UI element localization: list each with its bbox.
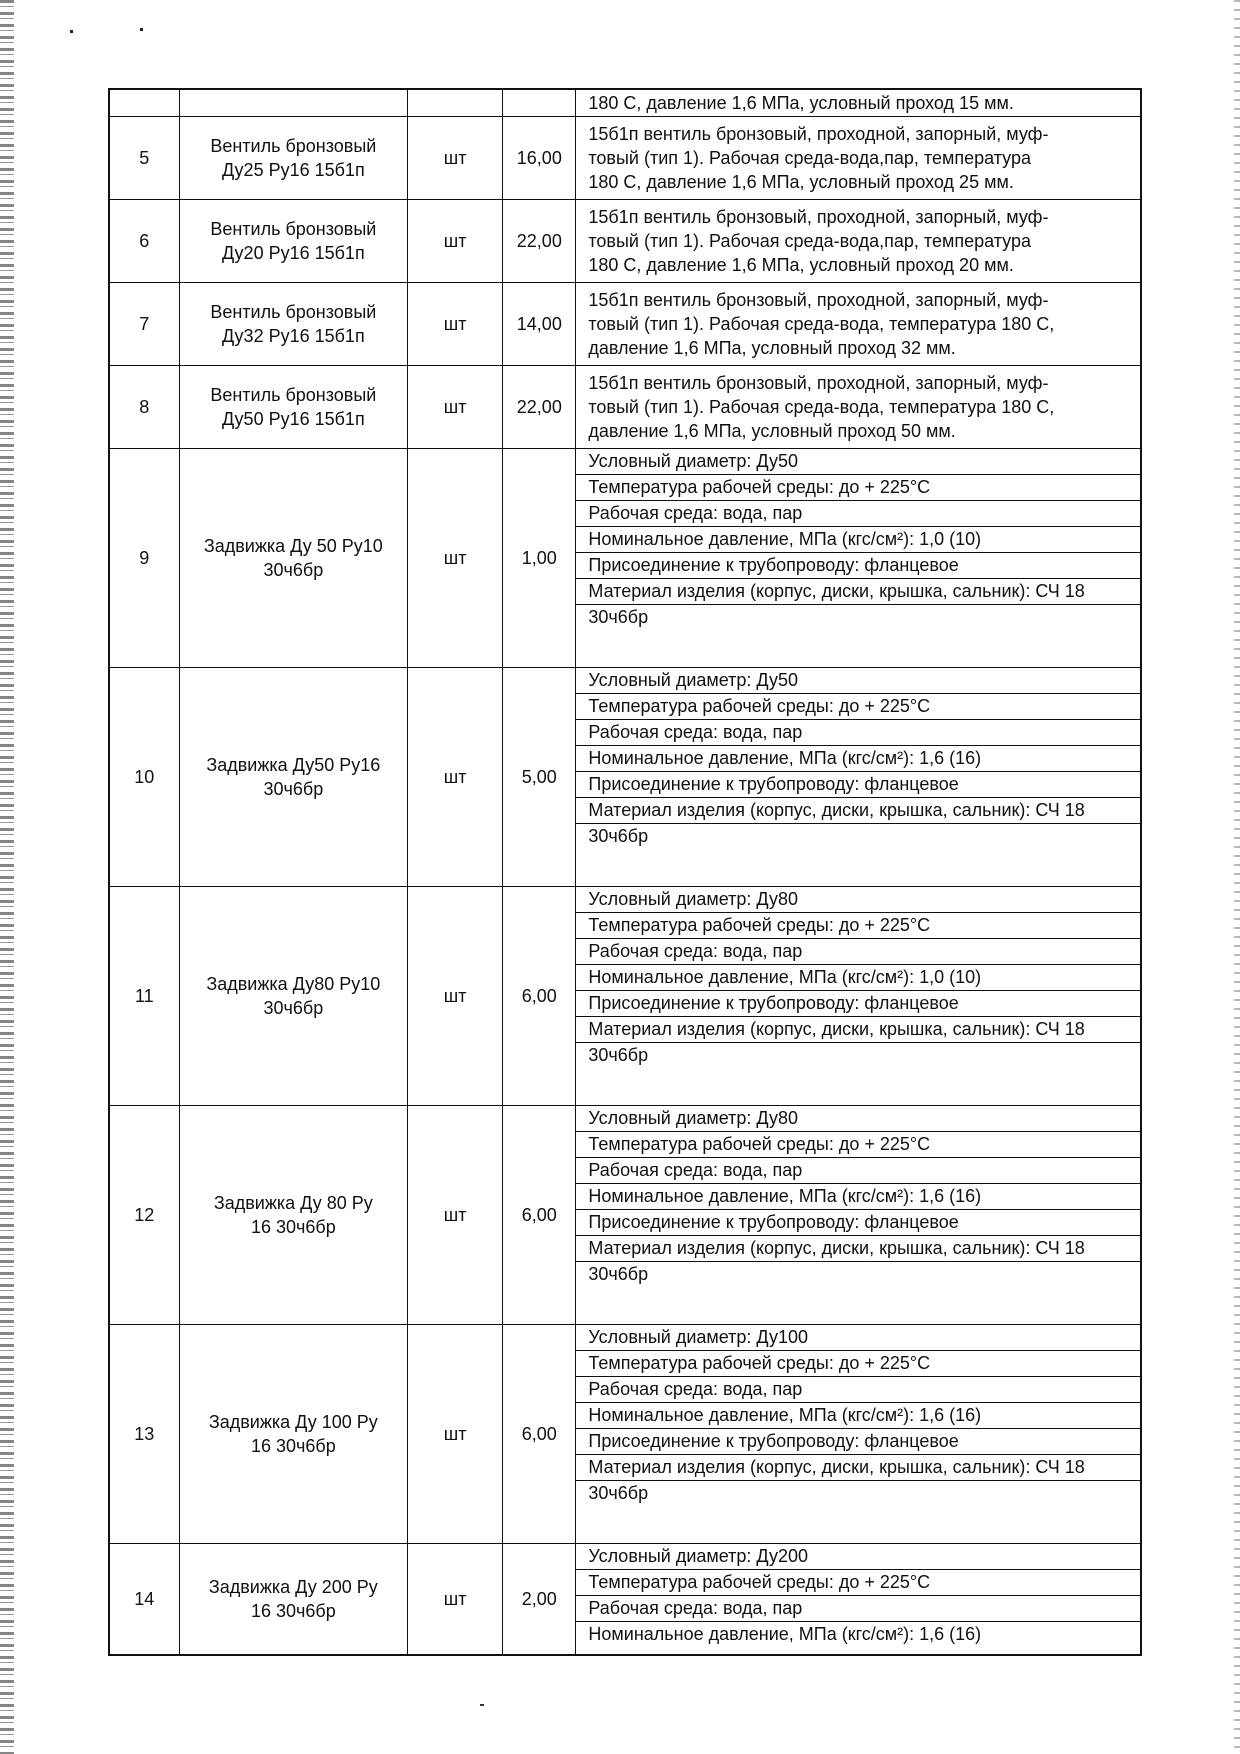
table-row-continuation: [109, 89, 1141, 117]
scan-edge-left: [0, 0, 14, 1754]
unit-label: шт: [443, 548, 467, 568]
row-number-cell: [109, 366, 179, 449]
specification-item: 30ч6бр: [588, 1264, 649, 1284]
item-name-line: 16 30ч6бр: [250, 1601, 336, 1621]
description-line: давление 1,6 МПа, условный проход 50 мм.: [588, 421, 956, 441]
description-text: [576, 286, 1140, 362]
specification-item: Присоединение к трубопроводу: фланцевое: [576, 553, 1140, 579]
specification-item: Температура рабочей среды: до + 225°С: [576, 1351, 1140, 1377]
quantity-value: 14,00: [516, 314, 562, 334]
specification-item: Температура рабочей среды: до + 225°С: [576, 1570, 1140, 1596]
description-line: 15б1п вентиль бронзовый, проходной, запорный, муф-: [588, 207, 1049, 227]
table-row: [109, 668, 1141, 887]
row-number-cell: [109, 668, 179, 887]
specification-item: Условный диаметр: Ду50: [576, 449, 1140, 475]
row-number: 6: [139, 231, 150, 251]
quantity-value: 6,00: [521, 1205, 557, 1225]
unit-label: шт: [443, 986, 467, 1006]
unit-label: шт: [443, 1589, 467, 1609]
specification-item: Материал изделия (корпус, диски, крышка, сальник): СЧ 18: [576, 798, 1140, 824]
specification-cell: [576, 1325, 1141, 1544]
quantity-cell: [503, 449, 576, 668]
item-name-cell: [179, 668, 407, 887]
specification-item: Номинальное давление, МПа (кгс/см²): 1,0 (10): [576, 965, 1140, 991]
description-line: товый (тип 1). Рабочая среда-вода,пар, температура: [588, 148, 1031, 168]
unit-cell: [408, 89, 503, 117]
quantity-cell: [503, 89, 576, 117]
table-row: [109, 200, 1141, 283]
scan-speck: [480, 1704, 484, 1706]
unit-cell: [408, 449, 503, 668]
specification-item: Присоединение к трубопроводу: фланцевое: [576, 1210, 1140, 1236]
specification-item: Номинальное давление, МПа (кгс/см²): 1,6 (16): [588, 1624, 982, 1644]
specification-item: Рабочая среда: вода, пар: [576, 1377, 1140, 1403]
specification-item: 30ч6бр: [588, 607, 649, 627]
table-row: [109, 283, 1141, 366]
description-cell: [576, 366, 1141, 449]
specification-item: Условный диаметр: Ду200: [576, 1544, 1140, 1570]
item-name-line: 30ч6бр: [263, 560, 324, 580]
row-number: 11: [134, 986, 154, 1006]
quantity-value: 6,00: [521, 986, 557, 1006]
table-row: [109, 1106, 1141, 1325]
description-line: 180 С, давление 1,6 МПа, условный проход 25 мм.: [588, 172, 1014, 192]
item-name-line: Вентиль бронзовый: [210, 136, 377, 156]
item-name-cell: [179, 89, 407, 117]
item-name-line: Ду50 Ру16 15б1п: [221, 409, 365, 429]
specification-item: Температура рабочей среды: до + 225°С: [576, 1132, 1140, 1158]
specification-item: Температура рабочей среды: до + 225°С: [576, 694, 1140, 720]
item-name-line: Задвижка Ду 50 Ру10: [203, 536, 383, 556]
quantity-value: 6,00: [521, 1424, 557, 1444]
description-cell: [576, 283, 1141, 366]
unit-label: шт: [443, 231, 467, 251]
quantity-cell: [503, 1325, 576, 1544]
description-text: [576, 369, 1140, 445]
item-name-cell: [179, 1544, 407, 1656]
item-name-line: 30ч6бр: [263, 779, 324, 799]
row-number: 9: [139, 548, 150, 568]
description-line: 15б1п вентиль бронзовый, проходной, запорный, муф-: [588, 124, 1049, 144]
scan-speck: [140, 28, 143, 31]
item-name-line: Задвижка Ду 200 Ру: [208, 1577, 378, 1597]
quantity-value: 22,00: [516, 231, 562, 251]
item-name-line: Задвижка Ду 80 Ру: [213, 1193, 373, 1213]
unit-cell: [408, 1544, 503, 1656]
description-line: 15б1п вентиль бронзовый, проходной, запорный, муф-: [588, 290, 1049, 310]
description-text: [576, 120, 1140, 196]
item-name-line: Вентиль бронзовый: [210, 385, 377, 405]
row-number-cell: [109, 1325, 179, 1544]
specification-item: Температура рабочей среды: до + 225°С: [576, 475, 1140, 501]
specification-item: Условный диаметр: Ду100: [576, 1325, 1140, 1351]
quantity-cell: [503, 668, 576, 887]
specification-item: Материал изделия (корпус, диски, крышка, сальник): СЧ 18: [576, 1017, 1140, 1043]
unit-cell: [408, 1325, 503, 1544]
specification-item: Рабочая среда: вода, пар: [576, 720, 1140, 746]
item-name-cell: [179, 449, 407, 668]
row-number-cell: [109, 283, 179, 366]
unit-cell: [408, 1106, 503, 1325]
quantity-value: 1,00: [521, 548, 557, 568]
description-line: товый (тип 1). Рабочая среда-вода, температура 180 С,: [588, 397, 1055, 417]
table-row: [109, 449, 1141, 668]
row-number-cell: [109, 887, 179, 1106]
item-name-line: Ду25 Ру16 15б1п: [221, 160, 365, 180]
specification-cell: [576, 1106, 1141, 1325]
item-name-line: Вентиль бронзовый: [210, 219, 377, 239]
row-number-cell: [109, 89, 179, 117]
quantity-value: 16,00: [516, 148, 562, 168]
quantity-cell: [503, 1544, 576, 1656]
item-name-line: Вентиль бронзовый: [210, 302, 377, 322]
specification-item: Номинальное давление, МПа (кгс/см²): 1,6 (16): [576, 1403, 1140, 1429]
specification-item: Условный диаметр: Ду80: [576, 1106, 1140, 1132]
specification-list: [576, 887, 1140, 1068]
item-name-line: Задвижка Ду50 Ру16: [206, 755, 381, 775]
unit-cell: [408, 200, 503, 283]
item-name-cell: [179, 283, 407, 366]
specification-item: Присоединение к трубопроводу: фланцевое: [576, 772, 1140, 798]
description-text: [576, 203, 1140, 279]
specification-item: Рабочая среда: вода, пар: [576, 501, 1140, 527]
specification-cell: [576, 449, 1141, 668]
unit-label: шт: [443, 1424, 467, 1444]
row-number-cell: [109, 1106, 179, 1325]
table-row: [109, 1325, 1141, 1544]
item-name-cell: [179, 200, 407, 283]
quantity-value: 22,00: [516, 397, 562, 417]
item-name-cell: [179, 1325, 407, 1544]
description-cell: [576, 89, 1141, 117]
item-name-line: 30ч6бр: [263, 998, 324, 1018]
specification-list: [576, 1544, 1140, 1647]
quantity-value: 2,00: [521, 1589, 557, 1609]
specification-item: Условный диаметр: Ду80: [576, 887, 1140, 913]
unit-cell: [408, 366, 503, 449]
specification-list: [576, 1106, 1140, 1287]
specification-table: [108, 88, 1142, 1656]
row-number: 10: [134, 767, 155, 787]
specification-item: Рабочая среда: вода, пар: [576, 1596, 1140, 1622]
quantity-cell: [503, 200, 576, 283]
specification-item: Номинальное давление, МПа (кгс/см²): 1,6 (16): [576, 1184, 1140, 1210]
specification-list: [576, 449, 1140, 630]
scan-edge-right: [1234, 0, 1240, 1754]
unit-label: шт: [443, 148, 467, 168]
specification-item: Материал изделия (корпус, диски, крышка, сальник): СЧ 18: [576, 579, 1140, 605]
table-body: [109, 89, 1141, 1655]
unit-cell: [408, 668, 503, 887]
table-row: [109, 1544, 1141, 1656]
specification-list: [576, 1325, 1140, 1506]
item-name-line: Задвижка Ду 100 Ру: [208, 1412, 378, 1432]
unit-cell: [408, 117, 503, 200]
specification-item: Рабочая среда: вода, пар: [576, 1158, 1140, 1184]
item-name-cell: [179, 1106, 407, 1325]
description-cell: [576, 117, 1141, 200]
item-name-line: 16 30ч6бр: [250, 1217, 336, 1237]
unit-label: шт: [443, 767, 467, 787]
quantity-cell: [503, 366, 576, 449]
unit-label: шт: [443, 397, 467, 417]
row-number: 14: [134, 1589, 155, 1609]
specification-cell: [576, 668, 1141, 887]
table-row: [109, 117, 1141, 200]
quantity-value: 5,00: [521, 767, 557, 787]
row-number: 7: [139, 314, 150, 334]
item-name-line: Ду20 Ру16 15б1п: [221, 243, 365, 263]
quantity-cell: [503, 117, 576, 200]
specification-item: 30ч6бр: [588, 1483, 649, 1503]
description-line: давление 1,6 МПа, условный проход 32 мм.: [588, 338, 956, 358]
specification-item: 30ч6бр: [588, 826, 649, 846]
unit-label: шт: [443, 1205, 467, 1225]
specification-item: 30ч6бр: [588, 1045, 649, 1065]
specification-item: Условный диаметр: Ду50: [576, 668, 1140, 694]
quantity-cell: [503, 1106, 576, 1325]
description-line: 15б1п вентиль бронзовый, проходной, запорный, муф-: [588, 373, 1049, 393]
specification-item: Материал изделия (корпус, диски, крышка, сальник): СЧ 18: [576, 1236, 1140, 1262]
unit-cell: [408, 887, 503, 1106]
item-name-cell: [179, 117, 407, 200]
specification-item: Материал изделия (корпус, диски, крышка, сальник): СЧ 18: [576, 1455, 1140, 1481]
specification-item: Температура рабочей среды: до + 225°С: [576, 913, 1140, 939]
item-name-line: Задвижка Ду80 Ру10: [206, 974, 381, 994]
row-number-cell: [109, 117, 179, 200]
table-row: [109, 887, 1141, 1106]
specification-item: Рабочая среда: вода, пар: [576, 939, 1140, 965]
item-name-cell: [179, 366, 407, 449]
item-name-cell: [179, 887, 407, 1106]
specification-item: Номинальное давление, МПа (кгс/см²): 1,0 (10): [576, 527, 1140, 553]
specification-item: Присоединение к трубопроводу: фланцевое: [576, 991, 1140, 1017]
quantity-cell: [503, 887, 576, 1106]
specification-item: Номинальное давление, МПа (кгс/см²): 1,6 (16): [576, 746, 1140, 772]
item-name-line: 16 30ч6бр: [250, 1436, 336, 1456]
row-number-cell: [109, 1544, 179, 1656]
row-number: 5: [139, 148, 150, 168]
scan-speck: [70, 30, 73, 33]
row-number: 8: [139, 397, 150, 417]
description-line: 180 С, давление 1,6 МПа, условный проход 20 мм.: [588, 255, 1014, 275]
description-cell: [576, 200, 1141, 283]
row-number: 12: [134, 1205, 155, 1225]
specification-cell: [576, 887, 1141, 1106]
item-name-line: Ду32 Ру16 15б1п: [221, 326, 365, 346]
specification-list: [576, 668, 1140, 849]
specification-cell: [576, 1544, 1141, 1656]
description-line: товый (тип 1). Рабочая среда-вода,пар, температура: [588, 231, 1031, 251]
row-number-cell: [109, 449, 179, 668]
row-number: 13: [134, 1424, 155, 1444]
specification-item: Присоединение к трубопроводу: фланцевое: [576, 1429, 1140, 1455]
unit-label: шт: [443, 314, 467, 334]
description-line: товый (тип 1). Рабочая среда-вода, температура 180 С,: [588, 314, 1055, 334]
row-number-cell: [109, 200, 179, 283]
quantity-cell: [503, 283, 576, 366]
unit-cell: [408, 283, 503, 366]
table-row: [109, 366, 1141, 449]
description-text: 180 С, давление 1,6 МПа, условный проход 15 мм.: [588, 93, 1014, 113]
